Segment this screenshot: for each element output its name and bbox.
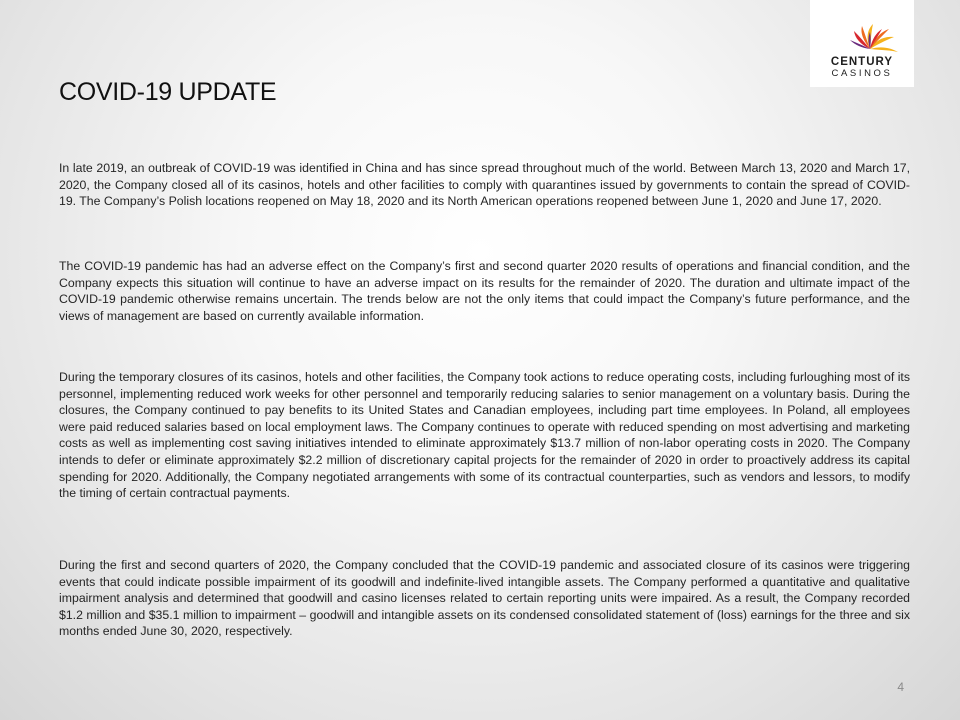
page-number: 4	[897, 680, 904, 694]
century-casinos-logo	[810, 0, 914, 87]
paragraph-cost-actions: During the temporary closures of its casinos, hotels and other facilities, the Company took actions to reduce operating costs, including furloughing most of its personnel, implementing reduced work weeks for other personnel and temporarily reducing salaries to senior management on a voluntary basis. During the closures, the Company continued to pay benefits to its United States and Canadian employees, including part time employees. In Poland, all employees were paid reduced salaries based on local employment laws. The Company continues to operate with reduced spending on most advertising and marketing costs as well as implementing cost saving initiatives intended to eliminate approximately $13.7 million of non-labor operating costs in 2020. The Company intends to defer or eliminate approximately $2.2 million of discretionary capital projects for the remainder of 2020 in order to proactively address its capital spending for 2020. Additionally, the Company negotiated arrangements with some of its contractual counterparties, such as vendors and lessors, to modify the timing of certain contractual payments.	[59, 370, 910, 501]
paragraph-outbreak: In late 2019, an outbreak of COVID-19 was identified in China and has since spread throughout much of the world. Between March 13, 2020 and March 17, 2020, the Company closed all of its casinos, hotels and other facilities to comply with quarantines issued by governments to contain the spread of COVID-19. The Company’s Polish locations reopened on May 18, 2020 and its North American operations reopened between June 1, 2020 and June 17, 2020.	[59, 161, 910, 209]
slide-title: COVID-19 UPDATE	[59, 78, 277, 106]
starburst-logo-icon	[810, 0, 914, 60]
logo-wordmark-century: CENTURY	[830, 56, 894, 68]
paragraph-adverse-effect: The COVID-19 pandemic has had an adverse effect on the Company’s first and second quarter 2020 results of operations and financial condition, and the Company expects this situation will continue to have an adverse impact on its results for the remainder of 2020. The duration and ultimate impact of the COVID-19 pandemic otherwise remains uncertain. The trends below are not the only items that could impact the Company’s future performance, and the views of management are based on currently available information.	[59, 259, 910, 323]
logo-wordmark-casinos: CASINOS	[831, 68, 893, 79]
paragraph-impairment: During the first and second quarters of 2020, the Company concluded that the COVID-19 pandemic and associated closure of its casinos were triggering events that could indicate possible impairment of its goodwill and indefinite-lived intangible assets. The Company performed a quantitative and qualitative impairment analysis and determined that goodwill and casino licenses related to certain reporting units were impaired. As a result, the Company recorded $1.2 million and $35.1 million to impairment – goodwill and intangible assets on its condensed consolidated statement of (loss) earnings for the three and six months ended June 30, 2020, respectively.	[59, 558, 910, 639]
